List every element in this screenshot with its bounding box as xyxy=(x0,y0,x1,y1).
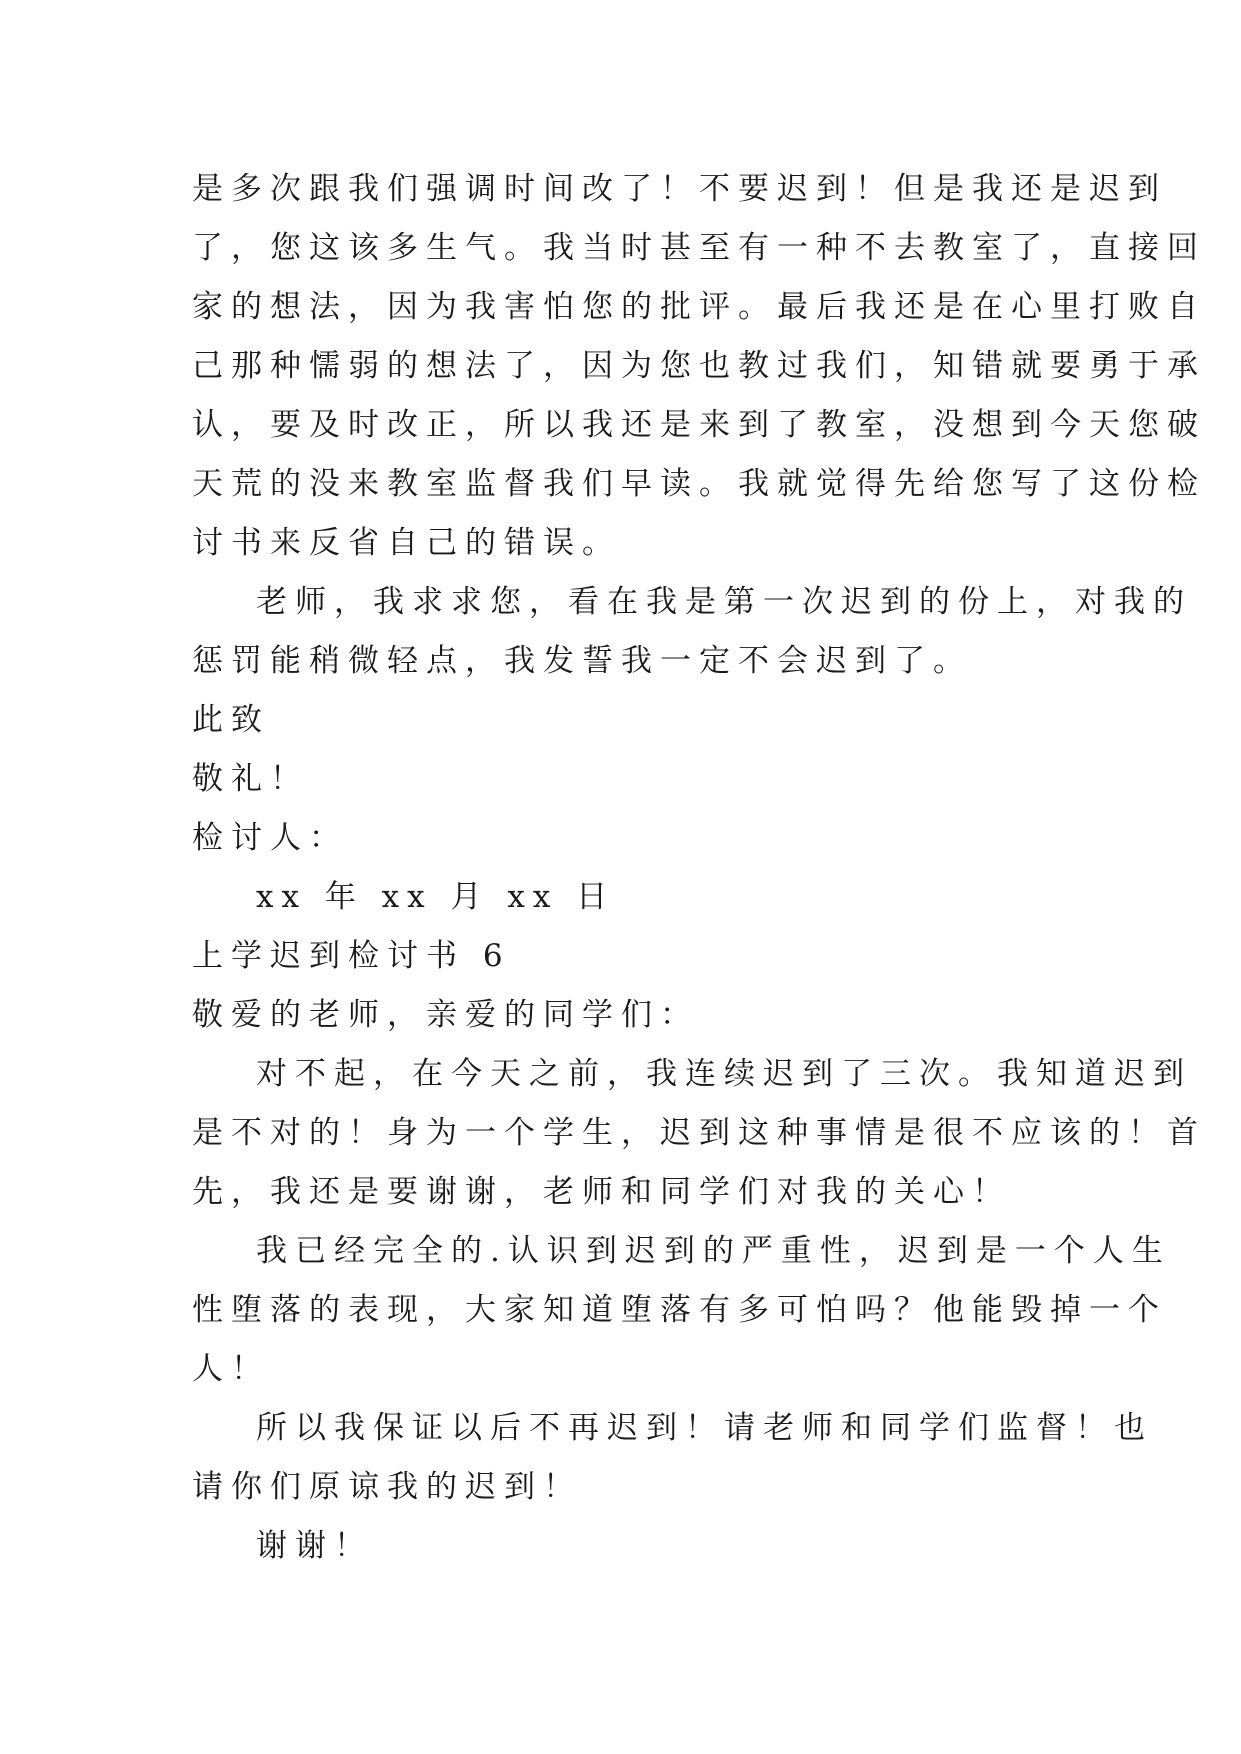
paragraph-line: 己那种懦弱的想法了，因为您也教过我们，知错就要勇于承 xyxy=(192,348,1206,384)
paragraph-line: 讨书来反省自己的错误。 xyxy=(192,525,621,561)
paragraph-line: 请你们原谅我的迟到！ xyxy=(192,1469,582,1505)
paragraph-line: 是多次跟我们强调时间改了！不要迟到！但是我还是迟到 xyxy=(192,171,1167,207)
paragraph-line: 老师，我求求您，看在我是第一次迟到的份上，对我的 xyxy=(256,584,1192,620)
paragraph-line: 对不起，在今天之前，我连续迟到了三次。我知道迟到 xyxy=(256,1056,1192,1092)
greeting-line: 敬爱的老师，亲爱的同学们： xyxy=(192,997,699,1033)
closing-salutation: 敬礼！ xyxy=(192,761,309,797)
paragraph-line: 性堕落的表现，大家知道堕落有多可怕吗？他能毁掉一个 xyxy=(192,1292,1167,1328)
paragraph-line: 我已经完全的.认识到迟到的严重性，迟到是一个人生 xyxy=(256,1233,1171,1269)
document-body xyxy=(192,160,1206,1576)
paragraph-line: 天荒的没来教室监督我们早读。我就觉得先给您写了这份检 xyxy=(192,466,1206,502)
paragraph-line: 了，您这该多生气。我当时甚至有一种不去教室了，直接回 xyxy=(192,230,1206,266)
paragraph-line: 所以我保证以后不再迟到！请老师和同学们监督！也 xyxy=(256,1410,1153,1446)
paragraph-line: 是不对的！身为一个学生，迟到这种事情是很不应该的！首 xyxy=(192,1115,1206,1151)
date-line: xx 年 xx 月 xx 日 xyxy=(256,879,616,915)
closing-line: 此致 xyxy=(192,702,270,738)
paragraph-line: 家的想法，因为我害怕您的批评。最后我还是在心里打败自 xyxy=(192,289,1206,325)
section-title: 上学迟到检讨书 6 xyxy=(192,938,511,974)
paragraph-line: 人！ xyxy=(192,1351,270,1387)
closing-thanks: 谢谢！ xyxy=(256,1528,373,1564)
paragraph-line: 认，要及时改正，所以我还是来到了教室，没想到今天您破 xyxy=(192,407,1206,443)
signature-label: 检讨人： xyxy=(192,820,348,856)
paragraph-line: 先，我还是要谢谢，老师和同学们对我的关心！ xyxy=(192,1174,1011,1210)
paragraph-line: 惩罚能稍微轻点，我发誓我一定不会迟到了。 xyxy=(192,643,972,679)
